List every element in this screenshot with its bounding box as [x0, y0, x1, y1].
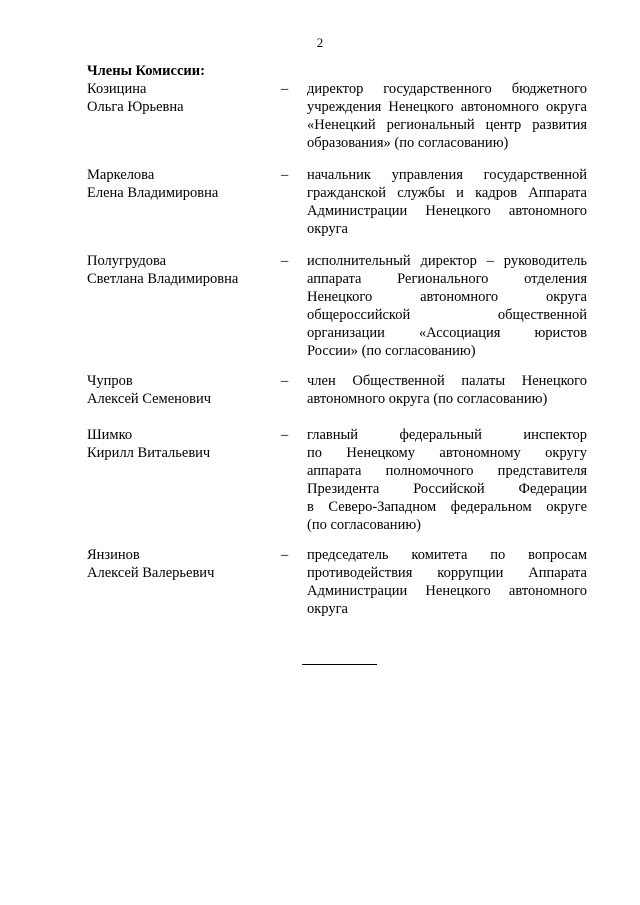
position-line: образования» (по согласованию) — [307, 135, 509, 151]
position-line: (по согласованию) — [307, 517, 421, 533]
page-number: 2 — [316, 35, 324, 50]
member-given-names: Светлана Владимировна — [87, 271, 239, 287]
member-name — [87, 546, 277, 582]
member-position — [307, 166, 587, 238]
member-name — [87, 252, 277, 288]
position-line: Президента Российской Федерации — [307, 481, 587, 497]
position-line: организации «Ассоциация юристов — [307, 325, 587, 341]
member-position — [307, 252, 587, 360]
member-surname: Маркелова — [87, 167, 155, 183]
member-name — [87, 80, 277, 116]
position-line: округа — [307, 221, 348, 237]
members-heading: Члены Комиссии: — [87, 63, 205, 79]
dash-separator: – — [281, 373, 289, 389]
position-line: аппарата Регионального отделения — [307, 271, 587, 287]
position-line: аппарата полномочного представителя — [307, 463, 587, 479]
position-line: автономного округа (по согласованию) — [307, 391, 548, 407]
dash-separator: – — [281, 253, 289, 269]
position-line: по Ненецкому автономному округу — [307, 445, 587, 461]
position-line: главный федеральный инспектор — [307, 427, 587, 443]
position-line: противодействия коррупции Аппарата — [307, 565, 587, 581]
position-line: начальник управления государственной — [307, 167, 587, 183]
position-line: Администрации Ненецкого автономного — [307, 203, 587, 219]
position-line: Ненецкого автономного округа — [307, 289, 587, 305]
position-line: в Северо-Западном федеральном округе — [307, 499, 587, 515]
member-surname: Янзинов — [87, 547, 140, 563]
dash-separator: – — [281, 167, 289, 183]
member-surname: Козицина — [87, 81, 147, 97]
member-surname: Полугрудова — [87, 253, 167, 269]
member-given-names: Кирилл Витальевич — [87, 445, 211, 461]
position-line: округа — [307, 601, 348, 617]
member-given-names: Ольга Юрьевна — [87, 99, 184, 115]
dash-separator: – — [281, 547, 289, 563]
member-surname: Шимко — [87, 427, 133, 443]
position-line: член Общественной палаты Ненецкого — [307, 373, 587, 389]
position-line: Администрации Ненецкого автономного — [307, 583, 587, 599]
position-line: России» (по согласованию) — [307, 343, 476, 359]
position-line: директор государственного бюджетного — [307, 81, 587, 97]
member-surname: Чупров — [87, 373, 133, 389]
member-given-names: Алексей Семенович — [87, 391, 212, 407]
dash-separator: – — [281, 81, 289, 97]
member-position — [307, 546, 587, 618]
dash-separator: – — [281, 427, 289, 443]
position-line: председатель комитета по вопросам — [307, 547, 587, 563]
position-line: учреждения Ненецкого автономного округа — [307, 99, 587, 115]
member-position — [307, 426, 587, 534]
position-line: общероссийской общественной — [307, 307, 587, 323]
end-of-list-rule — [302, 664, 377, 665]
position-line: «Ненецкий региональный центр развития — [307, 117, 587, 133]
member-given-names: Елена Владимировна — [87, 185, 219, 201]
member-name — [87, 426, 277, 462]
position-line: гражданской службы и кадров Аппарата — [307, 185, 587, 201]
position-line: исполнительный директор – руководитель — [307, 253, 587, 269]
member-position — [307, 372, 587, 408]
member-given-names: Алексей Валерьевич — [87, 565, 215, 581]
member-position — [307, 80, 587, 152]
member-name — [87, 166, 277, 202]
member-name — [87, 372, 277, 408]
